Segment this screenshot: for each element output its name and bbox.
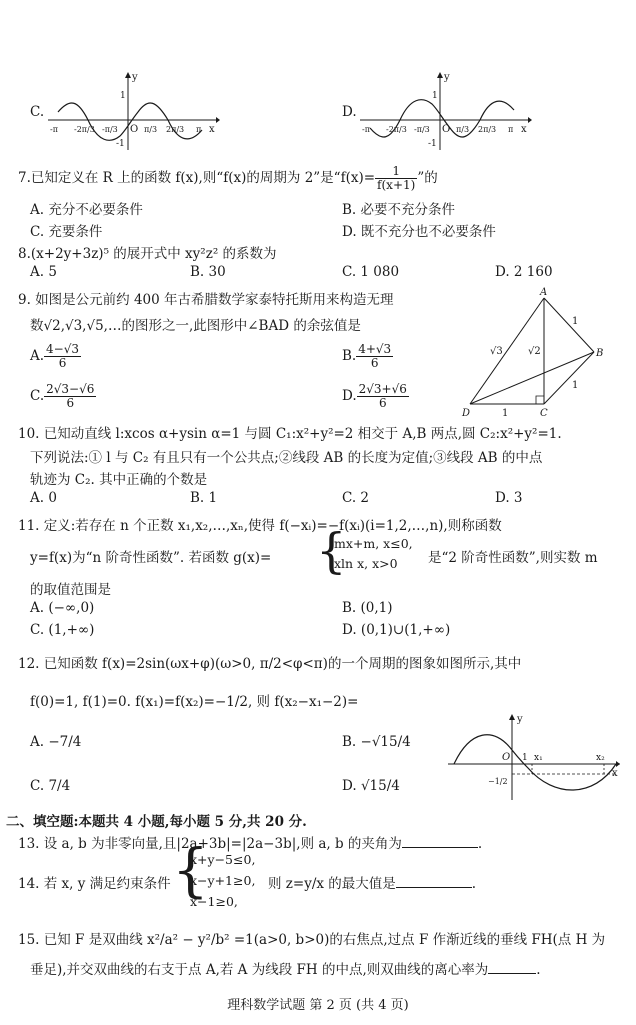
q11-line-1: 11. 定义:若存在 n 个正数 x₁,x₂,…,xₙ,使得 f(−xᵢ)=−f(xᵢ)(i=1,2,…,n),则称函数 bbox=[18, 518, 502, 534]
svg-text:C: C bbox=[540, 408, 548, 419]
q15-line-2: 垂足),并交双曲线的右支于点 A,若 A 为线段 FH 的中点,则双曲线的离心率为 . bbox=[30, 962, 541, 978]
q14-constraint-3: x−1≥0, bbox=[190, 894, 238, 909]
svg-text:O: O bbox=[502, 752, 511, 763]
q9-option-a: A. $\frac{4-√3}{6}$ bbox=[30, 342, 80, 370]
svg-text:B: B bbox=[596, 348, 604, 359]
svg-text:y: y bbox=[132, 72, 138, 83]
q10-line-1: 10. 已知动直线 l:xcos α+ysin α=1 与圆 C₁:x²+y²=2 相交于 A,B 两点,圆 C₂:x²+y²=1. bbox=[18, 426, 562, 442]
q7-option-b: B. 必要不充分条件 bbox=[342, 202, 456, 218]
svg-text:π: π bbox=[196, 125, 202, 134]
q7-stem: 7.已知定义在 R 上的函数 f(x),则“f(x)的周期为 2”是“f(x)= $\frac{1}{f(x+1)}$ ”的 bbox=[18, 164, 438, 192]
q9-option-d: D. $\frac{2√3+√6}{6}$ bbox=[342, 382, 407, 410]
q8-option-c: C. 1 080 bbox=[342, 264, 400, 280]
svg-text:π: π bbox=[508, 125, 514, 134]
q7-option-c: C. 充要条件 bbox=[30, 224, 103, 240]
svg-text:2π/3: 2π/3 bbox=[478, 125, 497, 134]
q9-option-b: B. $\frac{4+√3}{6}$ bbox=[342, 342, 392, 370]
q9-figure bbox=[456, 284, 606, 420]
q13-stem: 13. 设 a, b 为非零向量,且|2a+3b|=|2a−3b|,则 a, b 的夹角为 . bbox=[18, 836, 483, 852]
svg-text:π/3: π/3 bbox=[456, 125, 470, 134]
svg-text:O: O bbox=[130, 124, 139, 135]
q11-option-b: B. (0,1) bbox=[342, 600, 393, 616]
svg-text:√3: √3 bbox=[490, 346, 503, 357]
q14-stem-a: 14. 若 x, y 满足约束条件 bbox=[18, 876, 171, 892]
q12-line-1: 12. 已知函数 f(x)=2sin(ωx+φ)(ω>0, π/2<φ<π)的一个周期的图象如图所示,其中 bbox=[18, 656, 522, 672]
q8-option-d: D. 2 160 bbox=[495, 264, 553, 280]
q7-option-d: D. 既不充分也不必要条件 bbox=[342, 224, 496, 240]
svg-text:y: y bbox=[444, 72, 450, 83]
svg-text:√2: √2 bbox=[528, 346, 541, 357]
q11-case-1: mx+m, x≤0, bbox=[334, 536, 413, 551]
section-2-header: 二、填空题:本题共 4 小题,每小题 5 分,共 20 分. bbox=[6, 814, 307, 830]
q9-line-1: 9. 如图是公元前约 400 年古希腊数学家泰特托斯用来构造无理 bbox=[18, 292, 394, 308]
svg-text:y: y bbox=[517, 714, 523, 725]
q11-option-d: D. (0,1)∪(1,+∞) bbox=[342, 622, 451, 638]
svg-text:1: 1 bbox=[120, 91, 126, 101]
svg-text:x₂: x₂ bbox=[596, 753, 605, 763]
q11-line-2a: y=f(x)为“n 阶奇性函数”. 若函数 g(x)= bbox=[30, 550, 272, 566]
q12-line-2: f(0)=1, f(1)=0. f(x₁)=f(x₂)=−1/2, 则 f(x₂−x₁−2)= bbox=[30, 694, 359, 710]
svg-text:-1: -1 bbox=[116, 139, 125, 149]
q11-option-a: A. (−∞,0) bbox=[30, 600, 95, 616]
q9-line-2: 数√2,√3,√5,…的图形之一,此图形中∠BAD 的余弦值是 bbox=[30, 318, 361, 334]
q6-option-c-graph bbox=[44, 70, 220, 152]
q10-option-c: C. 2 bbox=[342, 490, 370, 506]
q6-option-d-label: D. bbox=[342, 104, 357, 120]
q14-answer-blank[interactable] bbox=[396, 875, 472, 888]
svg-text:x: x bbox=[521, 124, 527, 135]
q12-option-d: D. √15/4 bbox=[342, 778, 400, 794]
q11-line-3: 的取值范围是 bbox=[30, 582, 111, 598]
svg-text:-π: -π bbox=[362, 125, 370, 134]
q10-line-3: 轨迹为 C₂. 其中正确的个数是 bbox=[30, 472, 208, 488]
svg-text:2π/3: 2π/3 bbox=[166, 125, 185, 134]
svg-text:1: 1 bbox=[502, 408, 509, 419]
svg-text:1: 1 bbox=[522, 753, 528, 763]
svg-text:1: 1 bbox=[432, 91, 438, 101]
q11-brace: { bbox=[316, 523, 347, 579]
q8-option-a: A. 5 bbox=[30, 264, 57, 280]
svg-text:x₁: x₁ bbox=[534, 753, 543, 763]
q10-option-d: D. 3 bbox=[495, 490, 523, 506]
q12-option-b: B. −√15/4 bbox=[342, 734, 411, 750]
svg-text:-2π/3: -2π/3 bbox=[74, 125, 95, 134]
q6-option-d-graph bbox=[356, 70, 532, 152]
svg-text:1: 1 bbox=[572, 380, 579, 391]
q8-option-b: B. 30 bbox=[190, 264, 226, 280]
q9-option-c: C. $\frac{2√3-√6}{6}$ bbox=[30, 382, 95, 410]
svg-text:-1: -1 bbox=[428, 139, 437, 149]
q8-stem: 8.(x+2y+3z)⁵ 的展开式中 xy²z² 的系数为 bbox=[18, 246, 277, 262]
svg-text:x: x bbox=[209, 124, 215, 135]
q15-answer-blank[interactable] bbox=[488, 961, 536, 974]
q14-constraint-1: x+y−5≤0, bbox=[190, 852, 256, 867]
q13-answer-blank[interactable] bbox=[402, 835, 478, 848]
q7-option-a: A. 充分不必要条件 bbox=[30, 202, 143, 218]
svg-text:O: O bbox=[442, 124, 451, 135]
svg-text:−1/2: −1/2 bbox=[488, 777, 508, 786]
q11-line-2b: 是“2 阶奇性函数”,则实数 m bbox=[428, 550, 598, 566]
q10-option-b: B. 1 bbox=[190, 490, 218, 506]
q12-figure bbox=[444, 712, 624, 802]
q12-option-c: C. 7/4 bbox=[30, 778, 71, 794]
svg-text:-π/3: -π/3 bbox=[102, 125, 118, 134]
q6-option-c-label: C. bbox=[30, 104, 45, 120]
svg-text:-π/3: -π/3 bbox=[414, 125, 430, 134]
svg-text:x: x bbox=[612, 768, 618, 779]
page-footer: 理科数学试题 第 2 页 (共 4 页) bbox=[227, 998, 409, 1013]
svg-text:D: D bbox=[462, 408, 471, 419]
q11-case-2: xln x, x>0 bbox=[334, 556, 398, 571]
svg-text:A: A bbox=[540, 287, 548, 298]
q12-option-a: A. −7/4 bbox=[30, 734, 82, 750]
q7-fraction: $\frac{1}{f(x+1)}$ bbox=[377, 164, 416, 192]
q14-brace: { bbox=[172, 836, 209, 904]
svg-text:π/3: π/3 bbox=[144, 125, 158, 134]
q15-line-1: 15. 已知 F 是双曲线 x²/a² − y²/b² =1(a>0, b>0)的右焦点,过点 F 作渐近线的垂线 FH(点 H 为 bbox=[18, 932, 606, 948]
svg-text:-2π/3: -2π/3 bbox=[386, 125, 407, 134]
q14-stem-b: 则 z=y/x 的最大值是 . bbox=[268, 876, 477, 892]
svg-text:1: 1 bbox=[572, 316, 579, 327]
q14-constraint-2: x−y+1≥0, bbox=[190, 873, 256, 888]
q10-option-a: A. 0 bbox=[30, 490, 57, 506]
q11-option-c: C. (1,+∞) bbox=[30, 622, 95, 638]
q10-line-2: 下列说法:① l 与 C₂ 有且只有一个公共点;②线段 AB 的长度为定值;③线段 AB 的中点 bbox=[30, 450, 543, 466]
svg-text:-π: -π bbox=[50, 125, 58, 134]
